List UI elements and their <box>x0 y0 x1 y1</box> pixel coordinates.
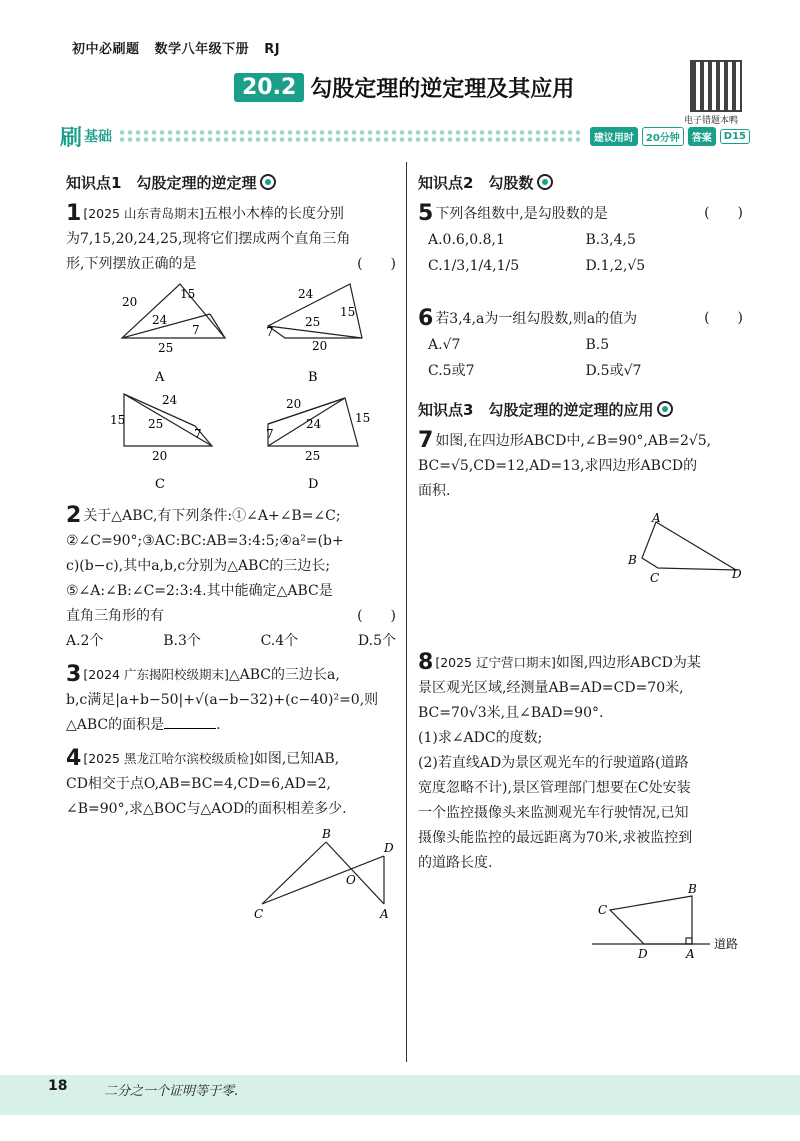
q3-text4: . <box>216 717 221 733</box>
svg-text:A: A <box>652 511 661 525</box>
q5-option-c[interactable]: C.1/3,1/4,1/5 <box>428 258 520 274</box>
svg-text:7: 7 <box>194 427 202 441</box>
svg-text:O: O <box>346 873 356 887</box>
q1-text1: 五根小木棒的长度分别 <box>203 206 344 222</box>
q1-text2: 为7,15,20,24,25,现将它们摆成两个直角三角 <box>66 231 351 247</box>
q8-line6: 宽度忽略不计),景区管理部门想要在C处安装 <box>418 780 691 796</box>
section-heading: 勾股定理的逆定理及其应用 <box>310 77 575 102</box>
q4-number: 4 <box>66 746 82 771</box>
page-number: 18 <box>48 1078 68 1094</box>
svg-text:20: 20 <box>286 397 302 411</box>
q3-text3: △ABC的面积是 <box>66 717 165 733</box>
q1-source: [2025 山东青岛期末] <box>83 206 204 221</box>
q8-line7: 一个监控摄像头来监测观光车行驶情况,已知 <box>418 805 689 821</box>
svg-text:B: B <box>322 827 331 841</box>
q3-text1: △ABC的三边长a, <box>228 667 340 683</box>
q8-line5: (2)若直线AD为景区观光车的行驶道路(道路 <box>418 755 689 771</box>
svg-text:A: A <box>380 907 389 921</box>
time-value: 20分钟 <box>642 127 684 146</box>
figure-a <box>122 284 225 338</box>
q5-text: 下列各组数中,是勾股数的是 <box>435 206 608 222</box>
q6-option-b[interactable]: B.5 <box>585 337 610 353</box>
q6-option-c[interactable]: C.5或7 <box>428 363 475 379</box>
section-title <box>234 72 574 103</box>
brush-label: 刷 <box>60 125 83 151</box>
q8-source: [2025 辽宁营口期末] <box>435 655 556 670</box>
footer-motto: 二分之一个证明等于零. <box>104 1084 239 1099</box>
q2-option-d[interactable]: D.5个 <box>357 633 396 649</box>
svg-text:24: 24 <box>152 313 168 327</box>
q8-number: 8 <box>418 650 434 675</box>
svg-text:15: 15 <box>180 287 196 301</box>
time-label: 建议用时 <box>590 127 638 146</box>
dot-divider <box>118 129 580 143</box>
q8-line8: 摄像头能监控的最远距离为70米,求被监控到 <box>418 830 693 846</box>
knowledge-point-3 <box>418 399 673 420</box>
svg-text:C: C <box>254 907 264 921</box>
svg-text:B: B <box>628 553 637 567</box>
knowledge-point-1 <box>66 172 276 193</box>
label-c: C <box>155 477 165 492</box>
book-header <box>72 38 280 57</box>
q8-figure <box>588 880 758 965</box>
question-2 <box>66 503 396 654</box>
q8-line3: BC=70√3米,且∠BAD=90°. <box>418 705 604 721</box>
kp2-label: 知识点2 勾股数 <box>418 174 534 192</box>
question-1 <box>66 201 396 277</box>
svg-text:C: C <box>598 903 608 917</box>
answer-page: D15 <box>720 129 750 144</box>
q6-number: 6 <box>418 306 434 331</box>
svg-text:D: D <box>384 841 394 855</box>
svg-text:24: 24 <box>306 417 322 431</box>
target-icon <box>657 401 673 417</box>
svg-text:A: A <box>686 947 695 961</box>
svg-text:15: 15 <box>355 411 371 425</box>
q8-line2: 景区观光区域,经测量AB=AD=CD=70米, <box>418 680 684 696</box>
q4-text3: ∠B=90°,求△BOC与△AOD的面积相差多少. <box>66 801 347 817</box>
label-b: B <box>308 370 318 385</box>
question-5 <box>418 201 743 279</box>
q2-line2: ②∠C=90°;③AC:BC:AB=3:4:5;④a²=(b+ <box>66 533 344 549</box>
q2-option-b[interactable]: B.3个 <box>163 633 201 649</box>
svg-text:24: 24 <box>298 287 314 301</box>
q1-figures <box>100 278 390 493</box>
q5-option-b[interactable]: B.3,4,5 <box>585 232 636 248</box>
q5-option-d[interactable]: D.1,2,√5 <box>585 258 646 274</box>
q4-text2: CD相交于点O,AB=BC=4,CD=6,AD=2, <box>66 776 331 792</box>
q8-line9: 的道路长度. <box>418 855 493 871</box>
q1-paren: ( ) <box>357 256 396 272</box>
svg-text:C: C <box>650 571 660 585</box>
basics-band <box>60 124 750 151</box>
q7-line3: 面积. <box>418 483 451 499</box>
knowledge-point-2 <box>418 172 553 193</box>
subject-name: 数学八年级下册 <box>154 42 250 57</box>
q2-paren: ( ) <box>357 608 396 624</box>
brush-sub-label: 基础 <box>84 129 113 145</box>
q6-text: 若3,4,a为一组勾股数,则a的值为 <box>435 311 638 327</box>
target-icon <box>260 174 276 190</box>
q2-line5: 直角三角形的有 <box>66 608 164 624</box>
q4-figure <box>250 826 400 924</box>
q7-line1: 如图,在四边形ABCD中,∠B=90°,AB=2√5, <box>435 433 712 449</box>
q1-number: 1 <box>66 201 82 226</box>
series-name: 初中必刷题 <box>72 42 140 57</box>
svg-text:25: 25 <box>305 449 321 463</box>
svg-text:25: 25 <box>158 341 174 355</box>
svg-text:7: 7 <box>266 325 274 339</box>
svg-text:25: 25 <box>148 417 164 431</box>
q4-text1: 如图,已知AB, <box>253 751 340 767</box>
svg-text:20: 20 <box>122 295 138 309</box>
q6-option-d[interactable]: D.5或√7 <box>585 363 642 379</box>
label-d: D <box>308 477 319 492</box>
q7-line2: BC=√5,CD=12,AD=13,求四边形ABCD的 <box>418 458 698 474</box>
qr-code[interactable] <box>690 60 742 112</box>
q6-option-a[interactable]: A.√7 <box>428 337 461 353</box>
svg-text:7: 7 <box>266 427 274 441</box>
svg-text:7: 7 <box>192 323 200 337</box>
question-8 <box>418 650 743 876</box>
kp1-label: 知识点1 勾股定理的逆定理 <box>66 174 257 192</box>
svg-text:20: 20 <box>312 339 328 353</box>
q2-line1: 关于△ABC,有下列条件:①∠A+∠B=∠C; <box>83 508 341 524</box>
q5-number: 5 <box>418 201 434 226</box>
svg-text:25: 25 <box>305 315 321 329</box>
question-3 <box>66 662 396 738</box>
svg-text:D: D <box>638 947 648 961</box>
q3-source: [2024 广东揭阳校级期末] <box>83 667 229 682</box>
q7-figure <box>620 510 750 585</box>
q2-option-a[interactable]: A.2个 <box>66 633 104 649</box>
target-icon <box>537 174 553 190</box>
svg-text:15: 15 <box>340 305 356 319</box>
q2-options <box>66 629 396 654</box>
q3-text2: b,c满足|a+b−50|+√(a−b−32)+(c−40)²=0,则 <box>66 692 379 708</box>
svg-text:D: D <box>732 567 742 581</box>
q5-paren: ( ) <box>704 205 743 221</box>
q8-line1: 如图,四边形ABCD为某 <box>555 655 701 671</box>
answer-label: 答案 <box>688 127 716 146</box>
kp3-label: 知识点3 勾股定理的逆定理的应用 <box>418 401 654 419</box>
question-7 <box>418 428 743 504</box>
question-6 <box>418 306 743 384</box>
question-4 <box>66 746 396 822</box>
svg-text:15: 15 <box>110 413 126 427</box>
q4-source: [2025 黑龙江哈尔滨校级质检] <box>83 751 254 766</box>
q3-answer-blank[interactable] <box>164 715 216 729</box>
svg-text:B: B <box>688 882 697 896</box>
label-a: A <box>155 370 165 385</box>
road-label: 道路 <box>714 937 739 951</box>
svg-text:24: 24 <box>162 393 178 407</box>
q2-option-c[interactable]: C.4个 <box>260 633 299 649</box>
section-number: 20.2 <box>234 73 304 102</box>
q1-text3: 形,下列摆放正确的是 <box>66 256 197 272</box>
q2-line4: ⑤∠A:∠B:∠C=2:3:4.其中能确定△ABC是 <box>66 583 333 599</box>
edition: RJ <box>264 42 281 57</box>
svg-text:20: 20 <box>152 449 168 463</box>
q2-number: 2 <box>66 503 82 528</box>
q2-line3: c)(b−c),其中a,b,c分别为△ABC的三边长; <box>66 558 331 574</box>
q6-paren: ( ) <box>704 310 743 326</box>
q7-number: 7 <box>418 428 434 453</box>
q5-option-a[interactable]: A.0.6,0.8,1 <box>428 232 505 248</box>
column-divider <box>406 162 407 1062</box>
qr-label: 电子错题本鸭 <box>684 116 739 126</box>
q8-line4: (1)求∠ADC的度数; <box>418 730 543 746</box>
q3-number: 3 <box>66 662 82 687</box>
